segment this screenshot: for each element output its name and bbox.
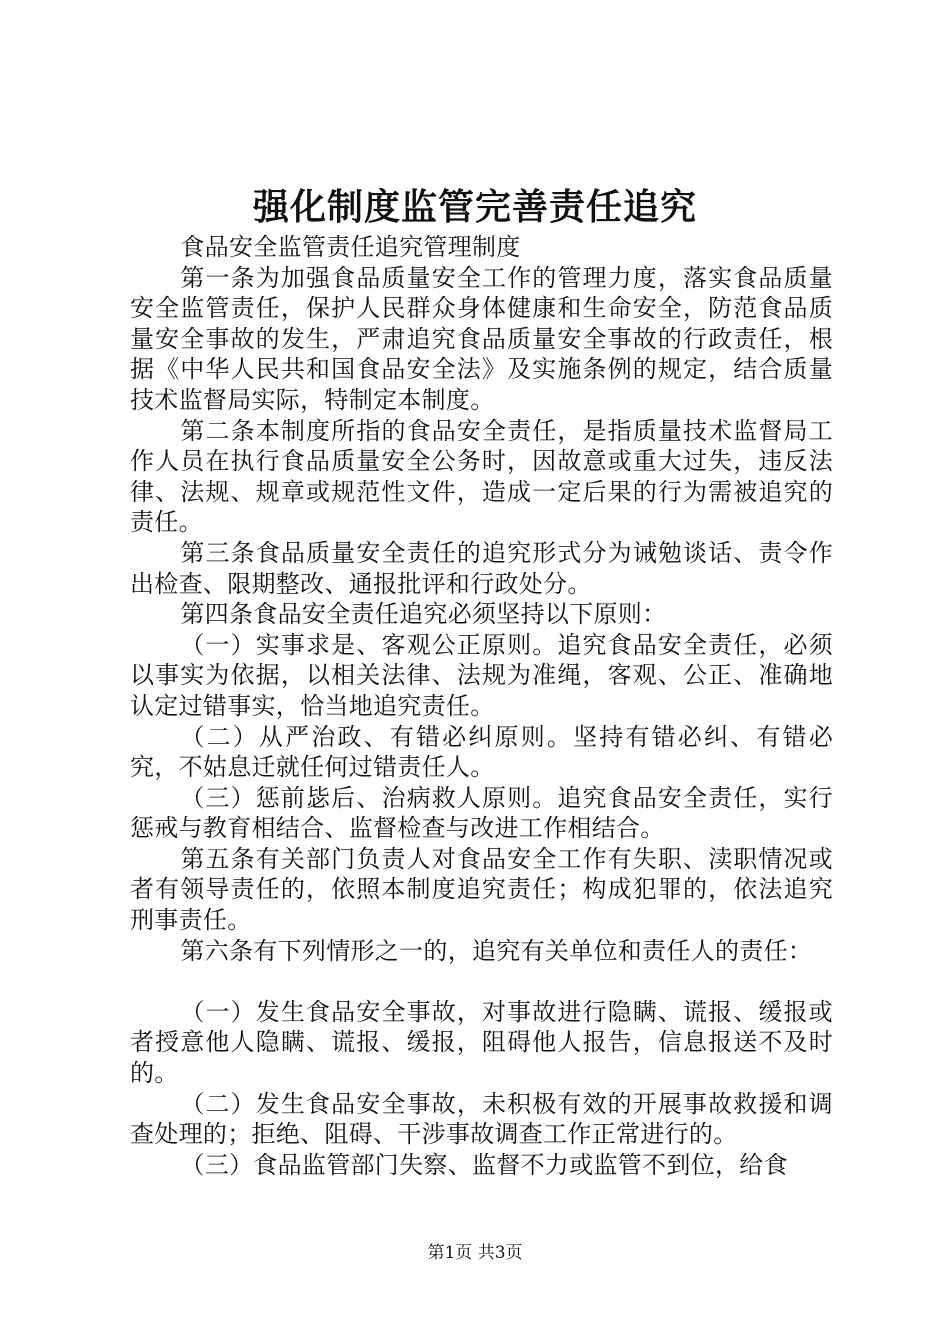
paragraph-article-6: 第六条有下列情形之一的，追究有关单位和责任人的责任： [180, 936, 813, 965]
paragraph-article-1: 第一条为加强食品质量安全工作的管理力度，落实食品质量安全监管责任，保护人民群众身体健康和生命安全，防范食品质量安全事故的发生，严肃追究食品质量安全事故的行政责任，根据《中华人民共和国食品安全法》及实施条例的规定，结合质量技术监督局实际，特制定本制度。 [130, 263, 833, 414]
paragraph-article-5: 第五条有关部门负责人对食品安全工作有失职、渎职情况或者有领导责任的，依照本制度追究责任；构成犯罪的，依法追究刑事责任。 [130, 844, 833, 935]
paragraph-article-6-item-1: （一）发生食品安全事故，对事故进行隐瞒、谎报、缓报或者授意他人隐瞒、谎报、缓报，阻碍他人报告，信息报送不及时的。 [130, 997, 833, 1088]
paragraph-article-3: 第三条食品质量安全责任的追究形式分为诫勉谈话、责令作出检查、限期整改、通报批评和行政处分。 [130, 538, 833, 598]
paragraph-article-4-item-1: （一）实事求是、客观公正原则。追究食品安全责任，必须以事实为依据，以相关法律、法规为准绳，客观、公正、准确地认定过错事实，恰当地追究责任。 [130, 630, 833, 720]
paragraph-article-2: 第二条本制度所指的食品安全责任，是指质量技术监督局工作人员在执行食品质量安全公务时，因故意或重大过失，违反法律、法规、规章或规范性文件，造成一定后果的行为需被追究的责任。 [130, 416, 833, 537]
page-footer: 第1页 共3页 [427, 1243, 523, 1263]
paragraph-subtitle: 食品安全监管责任追究管理制度 [180, 233, 521, 261]
document-title: 强化制度监管完善责任追究 [252, 187, 697, 228]
paragraph-article-6-item-3: （三）食品监管部门失察、监督不力或监管不到位，给食 [180, 1150, 788, 1179]
paragraph-article-4-item-2: （二）从严治政、有错必纠原则。坚持有错必纠、有错必究，不姑息迁就任何过错责任人。 [130, 722, 833, 782]
document-body [130, 232, 833, 1180]
paragraph-article-4-item-3: （三）惩前毖后、治病救人原则。追究食品安全责任，实行惩戒与教育相结合、监督检查与改进工作相结合。 [130, 783, 833, 843]
paragraph-article-4: 第四条食品安全责任追究必须坚持以下原则： [180, 600, 667, 629]
paragraph-article-6-item-2: （二）发生食品安全事故，未积极有效的开展事故救援和调查处理的；拒绝、阻碍、干涉事故调查工作正常进行的。 [130, 1089, 833, 1149]
